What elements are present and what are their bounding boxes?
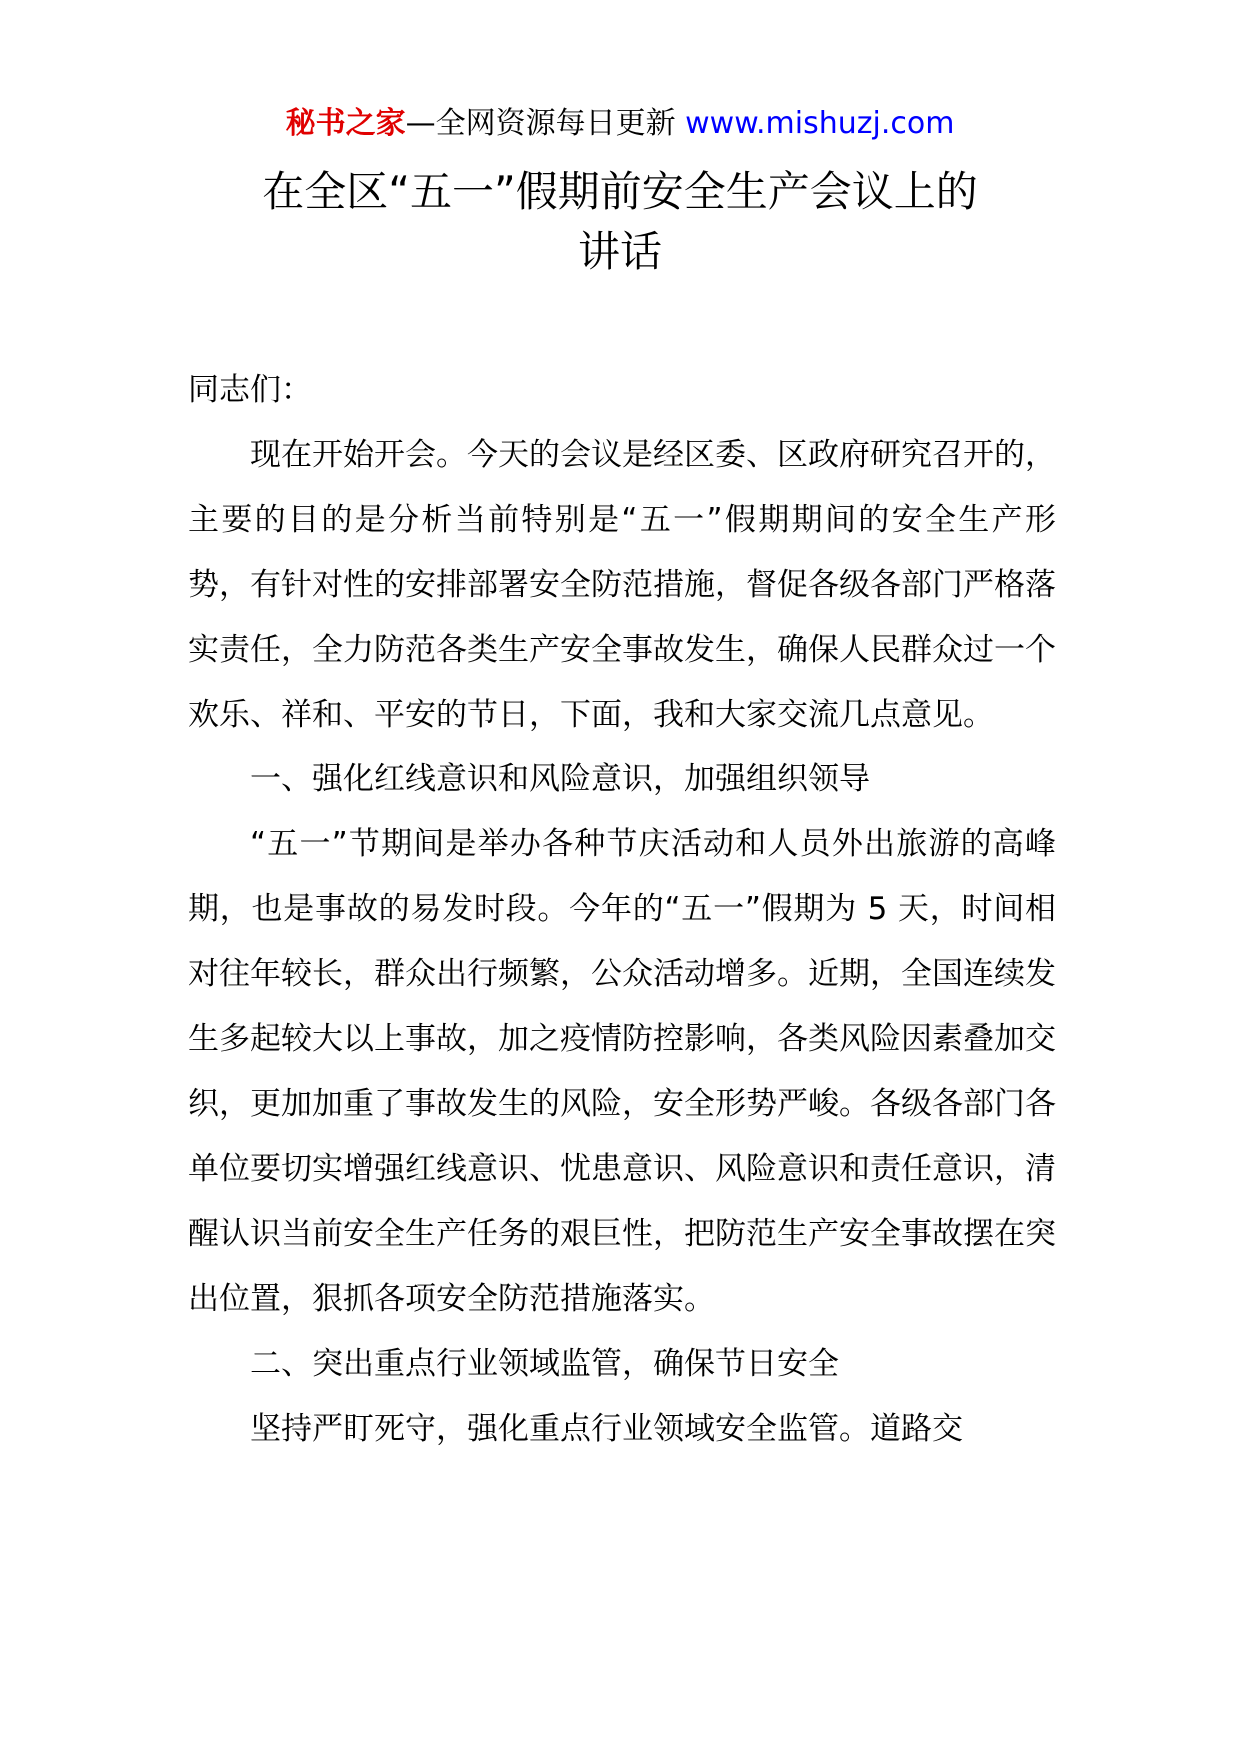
- document-title-line-1: 在全区“五一”假期前安全生产会议上的: [262, 167, 978, 216]
- site-url-link[interactable]: www.mishuzj.com: [685, 106, 955, 141]
- paragraph-intro: 现在开始开会。今天的会议是经区委、区政府研究召开的，主要的目的是分析当前特别是“五一”假期期间的安全生产形势，有针对性的安排部署安全防范措施，督促各级各部门严格落实责任，全力防范各类生产安全事故发生，确保人民群众过一个欢乐、祥和、平安的节日，下面，我和大家交流几点意见。: [188, 436, 1056, 733]
- document-title-line-2: 讲话: [577, 227, 662, 276]
- greeting: 同志们：: [188, 372, 312, 408]
- site-brand: 秘书之家: [285, 106, 406, 141]
- section-heading-1: 一、强化红线意识和风险意识，加强组织领导: [250, 761, 870, 798]
- site-header: [0, 100, 1240, 148]
- paragraph-section-1: “五一”节期间是举办各种节庆活动和人员外出旅游的高峰期，也是事故的易发时段。今年的“五一”假期为 5 天，时间相对往年较长，群众出行频繁，公众活动增多。近期，全国连续发生多起较大以上事故，加之疫情防控影响，各类风险因素叠加交织，更加加重了事故发生的风险，安全形势严峻。各级各部门各单位要切实增强红线意识、忧患意识、风险意识和责任意识，清醒认识当前安全生产任务的艰巨性，把防范生产安全事故摆在突出位置，狠抓各项安全防范措施落实。: [188, 826, 1056, 1317]
- document-title: [180, 162, 1060, 282]
- site-slogan: —全网资源每日更新: [405, 106, 676, 141]
- document-body: [188, 358, 1056, 1461]
- section-heading-2: 二、突出重点行业领域监管，确保节日安全: [250, 1345, 839, 1382]
- paragraph-section-2: 坚持严盯死守，强化重点行业领域安全监管。道路交: [250, 1410, 963, 1447]
